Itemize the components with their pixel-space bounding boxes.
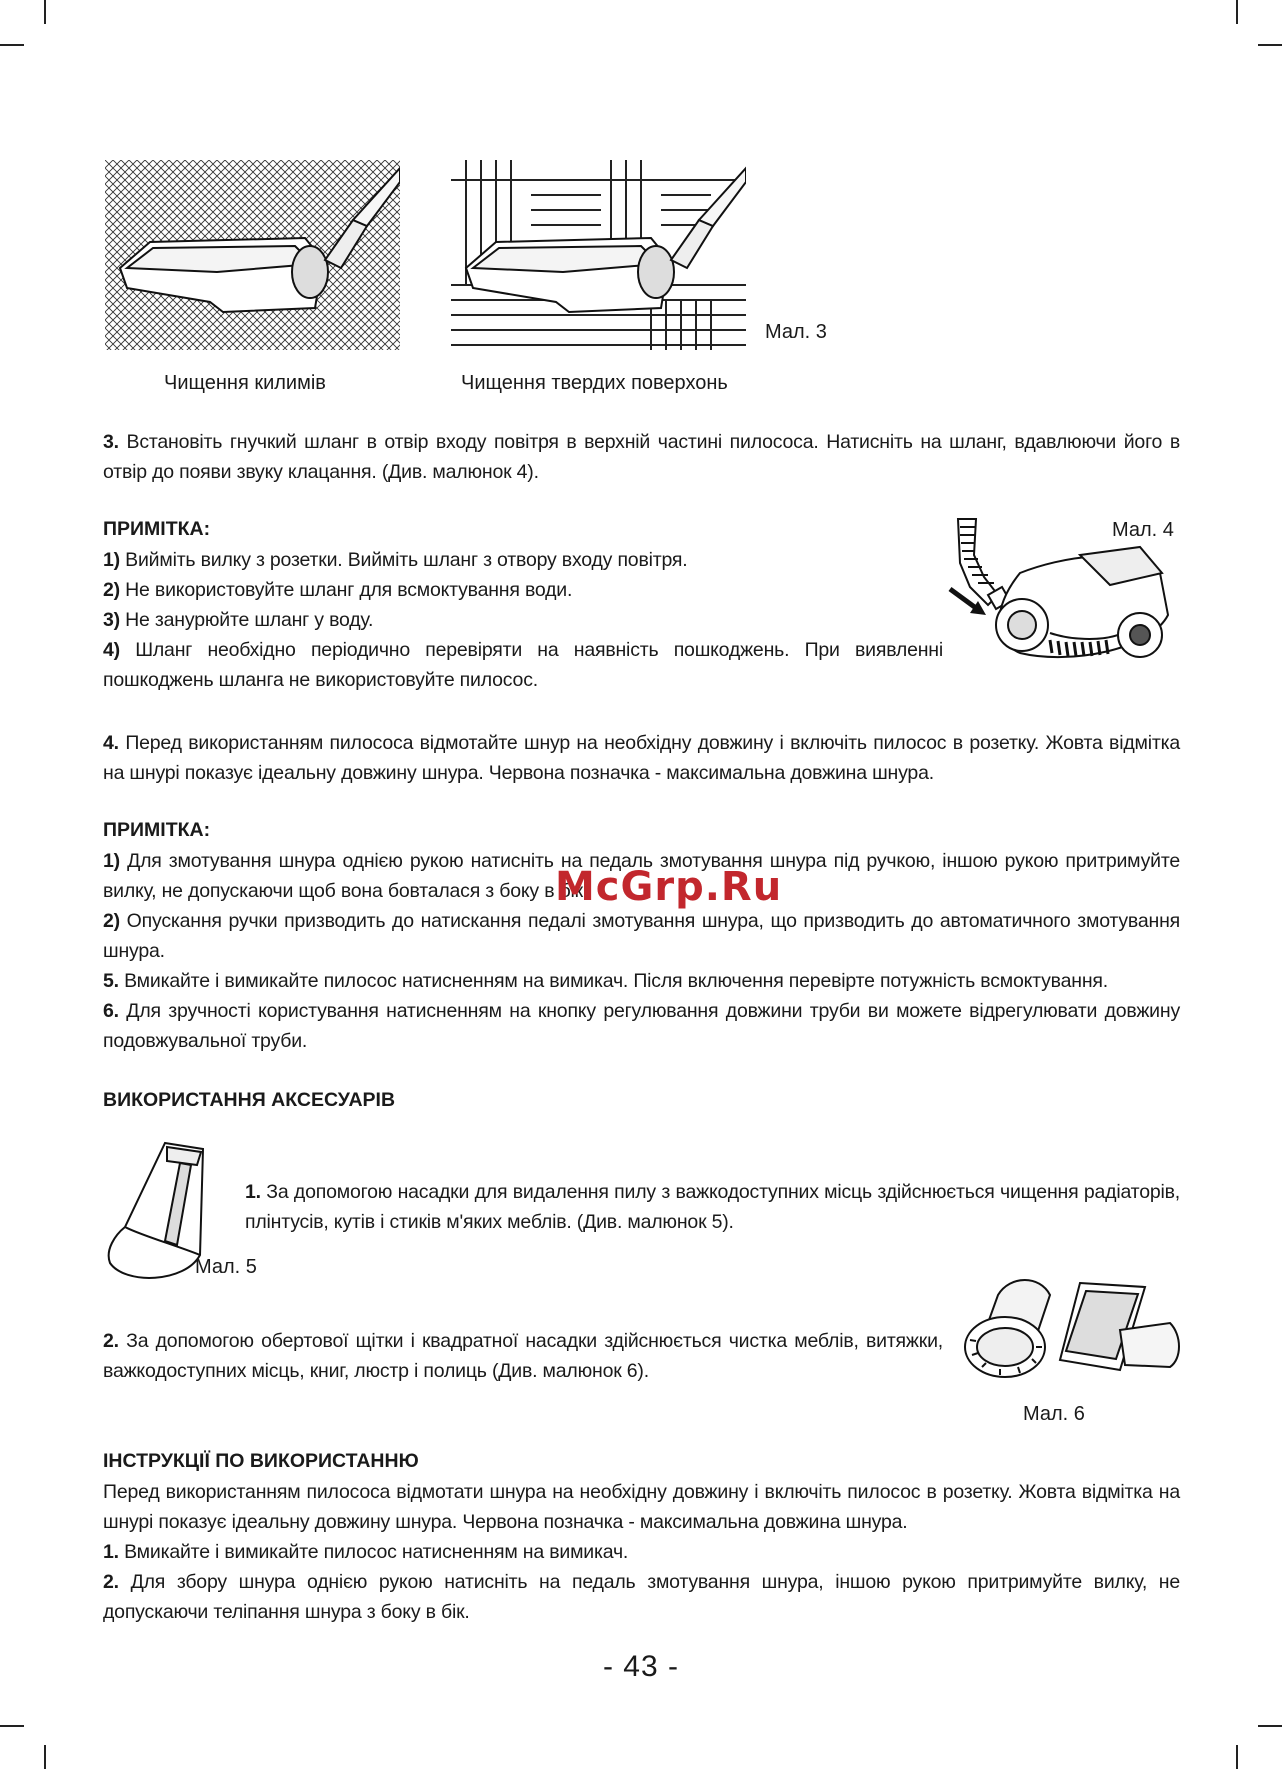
- crop-mark: [1258, 44, 1282, 46]
- note-item: [103, 906, 1180, 966]
- instruction-item: [103, 1537, 1180, 1567]
- instructions-body: [103, 1477, 1180, 1627]
- figure-6-label: Мал. 6: [1023, 1403, 1085, 1425]
- note-text: Вмикайте і вимикайте пилосос натисненням на вимикач. Після включення перевірте потужність всмоктування.: [118, 970, 1108, 992]
- note-number: 4): [103, 639, 120, 661]
- item-text: За допомогою насадки для видалення пилу з важкодоступних місць здійснюється чищення радіаторів, плінтусів, кутів і стиків м'яких меблів. (Див. малюнок 5).: [245, 1181, 1180, 1233]
- item-number: 1.: [103, 1541, 119, 1563]
- note-heading: ПРИМІТКА:: [103, 518, 211, 540]
- item-text: Для збору шнура однією рукою натисніть на педаль змотування шнура, іншою рукою притримуйте вилку, не допускаючи теліпання шнура з боку в бік.: [103, 1571, 1180, 1623]
- note-item: [103, 966, 1180, 996]
- figure-3-label: Мал. 3: [765, 321, 827, 343]
- crop-mark: [1258, 1725, 1282, 1727]
- crop-mark: [44, 1745, 46, 1769]
- note-text: Для зручності користування натисненням на кнопку регулювання довжини труби ви можете відрегулювати довжину подовжувальної труби.: [103, 1000, 1180, 1052]
- instructions-intro: Перед використанням пилососа відмотати шнура на необхідну довжину і включіть пилосос в розетку. Жовта відмітка на шнурі показує ідеальну довжину шнура. Червона позначка - максимальна довжина шнура.: [103, 1481, 1180, 1533]
- note-heading: ПРИМІТКА:: [103, 819, 211, 841]
- step-3-paragraph: [103, 427, 1180, 487]
- page-number: - 43 -: [602, 1650, 680, 1683]
- figure-4-label: Мал. 4: [1112, 519, 1174, 541]
- step-number: 4.: [103, 732, 119, 754]
- note-number: 1): [103, 850, 120, 872]
- note-item: [103, 635, 943, 695]
- note-text: Вийміть вилку з розетки. Вийміть шланг з отвору входу повітря.: [119, 549, 688, 571]
- note-number: 1): [103, 549, 120, 571]
- carpet-cleaning-figure: [105, 160, 400, 350]
- note-list: [103, 545, 943, 695]
- carpet-caption: Чищення килимів: [164, 372, 326, 394]
- item-number: 2.: [103, 1330, 119, 1352]
- note-text: Опускання ручки призводить до натискання педалі змотування шнура, що призводить до автоматичного змотування шнура.: [103, 910, 1180, 962]
- note-item: [103, 545, 943, 575]
- crop-mark: [0, 44, 24, 46]
- note-number: 3): [103, 609, 120, 631]
- crop-mark: [0, 1725, 24, 1727]
- figure-5-label: Мал. 5: [195, 1256, 257, 1278]
- accessory-1-paragraph: [245, 1177, 1180, 1237]
- note-item: [103, 605, 943, 635]
- crop-mark: [1236, 1745, 1238, 1769]
- note-number: 5.: [103, 970, 119, 992]
- brush-attachments-figure: [960, 1275, 1185, 1395]
- hard-floor-cleaning-figure: [451, 160, 746, 350]
- step-number: 3.: [103, 431, 119, 453]
- note-text: Для змотування шнура однією рукою натисніть на педаль змотування шнура під ручкою, іншою рукою притримуйте вилку, не допускаючи щоб вона бовталася з боку в бік.: [103, 850, 1180, 902]
- note-text: Не використовуйте шланг для всмоктування води.: [119, 579, 573, 601]
- item-number: 1.: [245, 1181, 261, 1203]
- item-number: 2.: [103, 1571, 119, 1593]
- step-text: Встановіть гнучкий шланг в отвір входу повітря в верхній частині пилососа. Натисніть на шланг, вдавлюючи його в отвір до появи звуку клацання. (Див. малюнок 4).: [103, 431, 1180, 483]
- hard-floor-caption: Чищення твердих поверхонь: [461, 372, 728, 394]
- note-number: 2): [103, 579, 120, 601]
- accessories-heading: ВИКОРИСТАННЯ АКСЕСУАРІВ: [103, 1089, 396, 1111]
- step-text: Перед використанням пилососа відмотайте шнур на необхідну довжину і включіть пилосос в розетку. Жовта відмітка на шнурі показує ідеальну довжину шнура. Червона позначка - максимальна довжина шнура.: [103, 732, 1180, 784]
- note-number: 6.: [103, 1000, 119, 1022]
- note-item: [103, 996, 1180, 1056]
- crop-mark: [1236, 0, 1238, 24]
- note-number: 2): [103, 910, 120, 932]
- note-text: Не занурюйте шланг у воду.: [119, 609, 374, 631]
- step-4-paragraph: [103, 728, 1180, 788]
- crop-mark: [44, 0, 46, 24]
- instruction-item: [103, 1567, 1180, 1627]
- item-text: Вмикайте і вимикайте пилосос натисненням на вимикач.: [118, 1541, 629, 1563]
- vacuum-hose-figure: [940, 515, 1180, 675]
- note-text: Шланг необхідно періодично перевіряти на наявність пошкоджень. При виявленні пошкоджень шланга не використовуйте пилосос.: [103, 639, 943, 691]
- item-text: За допомогою обертової щітки і квадратної насадки здійснюється чистка меблів, витяжки, важкодоступних місць, книг, люстр і полиць (Див. малюнок 6).: [103, 1330, 943, 1382]
- instructions-heading: ІНСТРУКЦІЇ ПО ВИКОРИСТАННЮ: [103, 1450, 419, 1472]
- watermark: McGrp.Ru: [555, 864, 783, 910]
- accessory-2-paragraph: [103, 1326, 943, 1386]
- note-item: [103, 575, 943, 605]
